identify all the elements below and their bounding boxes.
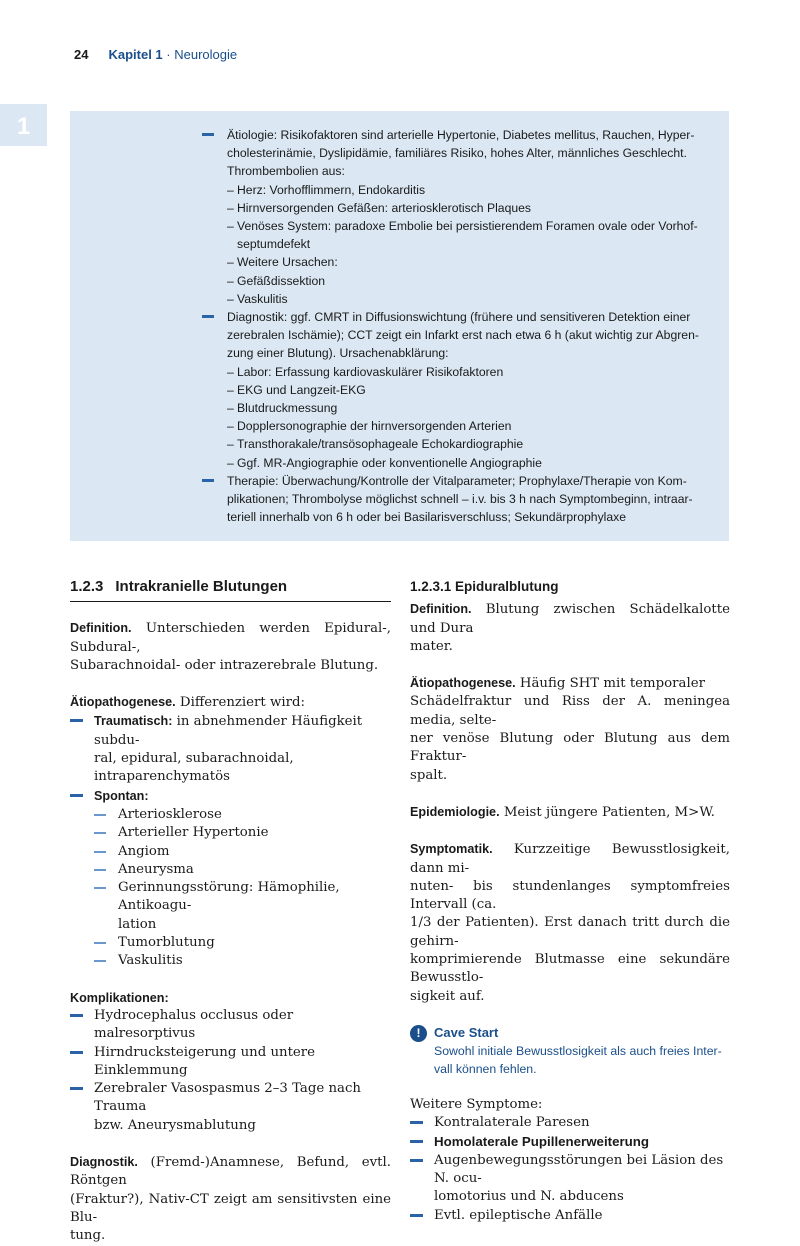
text-line: Gefäßdissektion xyxy=(237,273,326,288)
list-item-text xyxy=(434,1208,602,1223)
diagnostics-keyword: Diagnostik. xyxy=(70,1155,138,1170)
bullet-marker xyxy=(70,1051,83,1054)
text-line: ral, epidural, subarachnoidal, intraparenchymatös xyxy=(94,751,294,785)
list-item xyxy=(70,787,391,806)
list-item xyxy=(70,712,391,786)
aetiology-text: Differenziert wird: xyxy=(179,695,305,711)
text-line: Zerebraler Vasospasmus 2–3 Tage nach Trauma xyxy=(94,1081,361,1115)
text-line: ner venöse Blutung oder Blutung aus dem Fraktur- xyxy=(410,731,730,765)
dash-marker: – xyxy=(227,401,234,416)
text-line: tung. xyxy=(70,1228,106,1244)
sub-list-item xyxy=(70,934,391,952)
bullet-marker xyxy=(94,869,106,871)
list-item xyxy=(410,1207,730,1225)
box-sub-item xyxy=(202,290,712,308)
sub-list-item xyxy=(70,879,391,934)
dash-marker: – xyxy=(227,382,234,397)
cave-title: Cave Start xyxy=(434,1024,499,1040)
symptoms-keyword: Symptomatik. xyxy=(410,842,493,857)
text-line: Kontralaterale Paresen xyxy=(434,1115,590,1131)
section-title: Intrakranielle Blutungen xyxy=(115,578,288,595)
box-sub-item xyxy=(202,199,712,217)
text-line: nuten- bis stundenlanges symptomfreies Intervall (ca. xyxy=(410,878,730,913)
warning-icon: ! xyxy=(410,1025,427,1042)
text-line: Diagnostik: ggf. CMRT in Diffusionswichtung (frühere und sensitiveren Detektion einer xyxy=(227,310,691,325)
text-line: Sowohl initiale Bewusstlosigkeit als auch freies Inter- xyxy=(434,1043,722,1058)
complications-heading: Komplikationen: xyxy=(70,990,169,1005)
chapter-tab: 1 xyxy=(0,104,47,146)
further-symptoms-list xyxy=(410,1114,730,1225)
text-line: plikationen; Thrombolyse möglichst schnell – i.v. bis 3 h nach Symptombeginn, intraar- xyxy=(227,492,693,507)
text-line: sigkeit auf. xyxy=(410,988,485,1004)
box-sub-item xyxy=(202,272,712,290)
text-line: Tumorblutung xyxy=(118,935,215,951)
text-line: lomotorius und N. abducens xyxy=(434,1189,624,1205)
text-line: Therapie: Überwachung/Kontrolle der Vitalparameter; Prophylaxe/Therapie von Kom- xyxy=(227,473,687,488)
text-line: Weitere Ursachen: xyxy=(237,255,338,270)
bullet-marker xyxy=(202,479,214,482)
text-line: mater. xyxy=(410,638,453,654)
spontaneous-keyword: Spontan: xyxy=(94,788,149,803)
bullet-marker xyxy=(94,960,106,962)
list-item xyxy=(410,1114,730,1132)
list-item xyxy=(70,1080,391,1135)
sub-list-item xyxy=(70,861,391,879)
dash-marker: – xyxy=(227,219,234,234)
bullet-marker xyxy=(94,942,106,944)
text-line: zung einer Blutung). Ursachenabklärung: xyxy=(227,346,449,361)
text-line: Homolaterale Pupillenerweiterung xyxy=(434,1133,650,1149)
text-line: (Fremd-)Anamnese, Befund, evtl. Röntgen xyxy=(70,1155,391,1189)
aetiology-text xyxy=(410,676,730,782)
text-line: Unterschieden werden Epidural-, Subdural-, xyxy=(70,621,391,655)
cave-text xyxy=(434,1042,730,1078)
text-line: Schädelfraktur und Riss der A. meningea media, selte- xyxy=(410,694,730,728)
box-bullet-item xyxy=(202,126,712,181)
running-header xyxy=(74,47,237,62)
text-line: Aneurysma xyxy=(118,861,194,877)
aetiology-paragraph xyxy=(410,674,730,785)
sub-list-item xyxy=(70,952,391,970)
text-line: cholesterinämie, Dyslipidämie, familiäres Risiko, hohes Alter, männliches Geschlecht. xyxy=(227,146,687,161)
bullet-marker xyxy=(94,832,106,834)
text-line: Evtl. epileptische Anfälle xyxy=(434,1207,603,1223)
header-separator: · xyxy=(162,47,175,62)
list-item-text xyxy=(434,1134,649,1149)
text-line: bzw. Aneurysmablutung xyxy=(94,1117,256,1133)
text-line: Blutdruckmessung xyxy=(237,401,338,416)
dash-marker: – xyxy=(227,200,234,215)
aetiology-keyword: Ätiopathogenese. xyxy=(410,676,516,691)
list-item-text xyxy=(434,1115,590,1130)
box-bullet-item xyxy=(202,472,712,527)
sub-list-item xyxy=(70,824,391,842)
text-line: Thrombembolien aus: xyxy=(227,164,345,179)
definition-paragraph xyxy=(410,600,730,656)
sub-list-item xyxy=(70,806,391,824)
text-line: Subarachnoidal- oder intrazerebrale Blutung. xyxy=(70,657,379,673)
aetiology-keyword: Ätiopathogenese. xyxy=(70,695,176,710)
text-line: Hirnversorgenden Gefäßen: arteriosklerotisch Plaques xyxy=(237,200,531,215)
text-line: Vaskulitis xyxy=(237,291,288,306)
text-line: Transthorakale/transösophageale Echokardiographie xyxy=(237,437,524,452)
text-line: in abnehmender Häufigkeit subdu- xyxy=(94,714,363,748)
page-number: 24 xyxy=(74,47,89,62)
bullet-marker xyxy=(410,1214,423,1217)
text-line: Kurzzeitige Bewusstlosigkeit, dann mi- xyxy=(410,842,730,876)
box-sub-item xyxy=(202,181,712,199)
summary-box-content xyxy=(202,126,712,526)
bullet-marker xyxy=(94,887,106,889)
summary-box xyxy=(70,111,729,541)
epidemiology-paragraph xyxy=(410,803,730,822)
definition-keyword: Definition. xyxy=(70,621,132,636)
text-line: Dopplersonographie der hirnversorgenden Arterien xyxy=(237,419,512,434)
section-number: 1.2.3 xyxy=(70,578,104,595)
dash-marker: – xyxy=(227,364,234,379)
bullet-marker xyxy=(70,719,83,722)
chapter-title: Neurologie xyxy=(174,47,238,62)
text-line: lation xyxy=(118,916,157,932)
box-sub-item xyxy=(202,435,712,453)
subsection-title: 1.2.3.1 Epiduralblutung xyxy=(410,579,559,594)
bullet-marker xyxy=(70,1087,83,1090)
text-line: Ätiologie: Risikofaktoren sind arterielle Hypertonie, Diabetes mellitus, Rauchen, Hyper- xyxy=(227,128,695,142)
text-line: teriell innerhalb von 6 h oder bei Basilarisverschluss; Sekundärprophylaxe xyxy=(227,510,627,525)
dash-marker: – xyxy=(227,455,234,470)
section-heading xyxy=(70,578,391,602)
text-line: spalt. xyxy=(410,767,448,783)
dash-marker: – xyxy=(227,291,234,306)
chapter-label: Kapitel 1 xyxy=(108,47,163,62)
sub-list-item xyxy=(70,843,391,861)
dash-marker: – xyxy=(227,182,234,197)
bullet-marker xyxy=(94,814,106,816)
box-sub-item xyxy=(202,217,712,253)
text-line: 1/3 der Patienten). Erst danach tritt durch die gehirn- xyxy=(410,915,730,949)
text-line: Angiom xyxy=(118,843,170,859)
spontaneous-sublist xyxy=(70,806,391,971)
symptoms-paragraph xyxy=(410,840,730,1006)
text-line: Arterieller Hypertonie xyxy=(118,825,269,841)
box-sub-item xyxy=(202,253,712,271)
traumatic-keyword: Traumatisch: xyxy=(94,714,173,729)
text-line: Herz: Vorhofflimmern, Endokarditis xyxy=(237,182,426,197)
diagnostics-paragraph xyxy=(70,1153,391,1245)
text-line: Venöses System: paradoxe Embolie bei persistierendem Foramen ovale oder Vorhof- xyxy=(237,219,698,234)
dash-marker: – xyxy=(227,255,234,270)
text-line: komprimierende Blutmasse eine sekundäre Bewusstlo- xyxy=(410,952,730,986)
box-sub-item xyxy=(202,381,712,399)
bullet-marker xyxy=(70,1014,83,1017)
bullet-marker xyxy=(410,1159,423,1162)
list-item xyxy=(410,1133,730,1152)
text-line: Labor: Erfassung kardiovaskulärer Risikofaktoren xyxy=(237,364,504,379)
right-column xyxy=(410,578,730,1225)
epidemiology-text: Meist jüngere Patienten, M>W. xyxy=(503,804,715,820)
text-line: Ggf. MR-Angiographie oder konventionelle Angiographie xyxy=(237,455,542,470)
definition-keyword: Definition. xyxy=(410,602,472,617)
box-sub-item xyxy=(202,454,712,472)
epidemiology-keyword: Epidemiologie. xyxy=(410,804,500,819)
cave-callout xyxy=(410,1024,730,1078)
text-line: EKG und Langzeit-EKG xyxy=(237,382,366,397)
text-line: Häufig SHT mit temporaler xyxy=(519,676,705,692)
dash-marker: – xyxy=(227,419,234,434)
bullet-marker xyxy=(202,133,214,136)
list-item-text xyxy=(434,1153,723,1205)
text-line: septumdefekt xyxy=(237,237,311,252)
list-item xyxy=(70,1044,391,1081)
dash-marker: – xyxy=(227,437,234,452)
text-line: Vaskulitis xyxy=(118,953,183,969)
box-sub-item xyxy=(202,363,712,381)
dash-marker: – xyxy=(227,273,234,288)
text-line: Blutung zwischen Schädelkalotte und Dura xyxy=(410,602,730,636)
bullet-marker xyxy=(70,794,83,797)
bullet-marker xyxy=(410,1121,423,1124)
aetiology-paragraph xyxy=(70,693,391,712)
bullet-marker xyxy=(94,851,106,853)
text-line: Arteriosklerose xyxy=(118,806,222,822)
bullet-marker xyxy=(202,315,214,318)
further-symptoms-label: Weitere Symptome: xyxy=(410,1096,543,1112)
definition-paragraph xyxy=(70,619,391,675)
box-bullet-item xyxy=(202,308,712,363)
text-line: vall können fehlen. xyxy=(434,1061,537,1076)
text-line: zerebralen Ischämie); CCT zeigt ein Infarkt erst nach etwa 6 h (akut wichtig zur Abgren- xyxy=(227,328,699,343)
text-line: Hydrocephalus occlusus oder malresorptivus xyxy=(94,1007,294,1042)
box-sub-item xyxy=(202,399,712,417)
complications-list xyxy=(70,1007,391,1135)
list-item xyxy=(410,1152,730,1207)
text-line: (Fraktur?), Nativ-CT zeigt am sensitivsten eine Blu- xyxy=(70,1191,391,1225)
text-line: Augenbewegungsstörungen bei Läsion des N. ocu- xyxy=(434,1152,724,1187)
text-line: Hirndrucksteigerung und untere Einklemmung xyxy=(94,1044,316,1078)
text-line: Gerinnungsstörung: Hämophilie, Antikoagu- xyxy=(118,880,340,914)
symptoms-text xyxy=(410,842,730,1003)
list-item xyxy=(70,1007,391,1044)
box-sub-item xyxy=(202,417,712,435)
left-column xyxy=(70,578,391,1246)
